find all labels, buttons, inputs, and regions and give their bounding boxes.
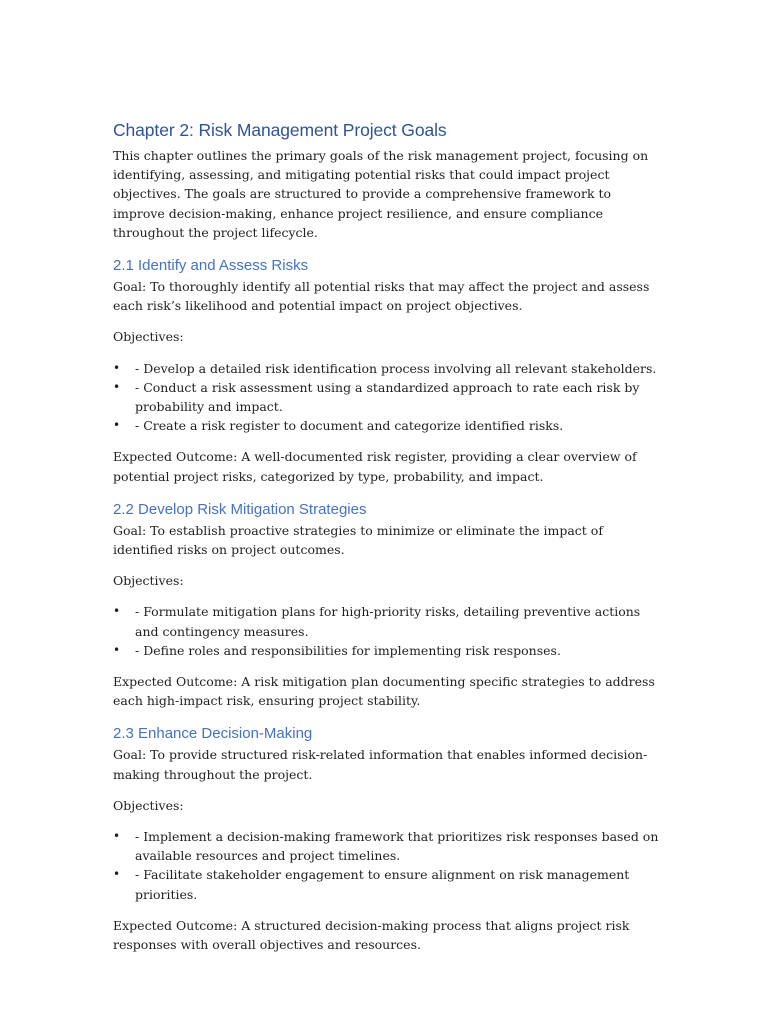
chapter-intro: This chapter outlines the primary goals of the risk management project, focusing on identifying, assessing, and mitigating potential risks that could impact project objectives. The goals are structured to provide a comprehensive framework to improve decision-making, enhance project resilience, and ensure compliance throughout the project lifecycle. — [113, 148, 649, 240]
section-heading: 2.2 Develop Risk Mitigation Strategies — [113, 500, 367, 518]
list-item — [113, 359, 663, 378]
objectives-label: Objectives: — [113, 329, 184, 345]
list-item-text: - Implement a decision-making framework that prioritizes risk responses based on available resources and project timelines. — [135, 829, 659, 864]
document-page — [113, 118, 663, 954]
bullet-icon: • — [113, 418, 121, 433]
objectives-list — [113, 359, 663, 436]
bullet-icon: • — [113, 360, 121, 375]
section-2-2 — [113, 499, 663, 711]
expected-outcome: Expected Outcome: A risk mitigation plan documenting specific strategies to address each high-impact risk, ensuring project stability. — [113, 674, 655, 709]
list-item-text: - Formulate mitigation plans for high-priority risks, detailing preventive actions and contingency measures. — [135, 604, 641, 639]
section-2-3 — [113, 723, 663, 954]
section-goal: Goal: To thoroughly identify all potential risks that may affect the project and assess each risk’s likelihood and potential impact on project objectives. — [113, 279, 650, 314]
section-goal: Goal: To provide structured risk-related information that enables informed decision-making throughout the project. — [113, 747, 648, 782]
objectives-list — [113, 827, 663, 904]
list-item-text: - Facilitate stakeholder engagement to ensure alignment on risk management priorities. — [135, 867, 630, 902]
list-item — [113, 641, 663, 660]
bullet-icon: • — [113, 379, 121, 394]
objectives-list — [113, 602, 663, 660]
expected-outcome: Expected Outcome: A well-documented risk register, providing a clear overview of potential project risks, categorized by type, probability, and impact. — [113, 449, 637, 484]
bullet-icon: • — [113, 604, 121, 619]
list-item-text: - Create a risk register to document and categorize identified risks. — [135, 418, 564, 434]
list-item — [113, 827, 663, 865]
objectives-label: Objectives: — [113, 797, 184, 813]
section-heading: 2.3 Enhance Decision-Making — [113, 725, 313, 743]
section-2-1 — [113, 255, 663, 486]
expected-outcome: Expected Outcome: A structured decision-making process that aligns project risk responses with overall objectives and resources. — [113, 917, 630, 953]
list-item-text: - Conduct a risk assessment using a standardized approach to rate each risk by probability and impact. — [135, 379, 640, 415]
list-item — [113, 865, 663, 903]
section-goal: Goal: To establish proactive strategies to minimize or eliminate the impact of identified risks on project outcomes. — [113, 522, 603, 558]
chapter-title: Chapter 2: Risk Management Project Goals — [113, 120, 447, 140]
list-item-text: - Develop a detailed risk identification process involving all relevant stakeholders. — [135, 360, 657, 376]
bullet-icon: • — [113, 829, 121, 844]
bullet-icon: • — [113, 867, 121, 882]
bullet-icon: • — [113, 642, 121, 657]
list-item — [113, 602, 663, 640]
objectives-label: Objectives: — [113, 573, 184, 589]
list-item-text: - Define roles and responsibilities for implementing risk responses. — [135, 642, 561, 658]
section-heading: 2.1 Identify and Assess Risks — [113, 257, 309, 275]
list-item — [113, 378, 663, 416]
list-item — [113, 416, 663, 435]
